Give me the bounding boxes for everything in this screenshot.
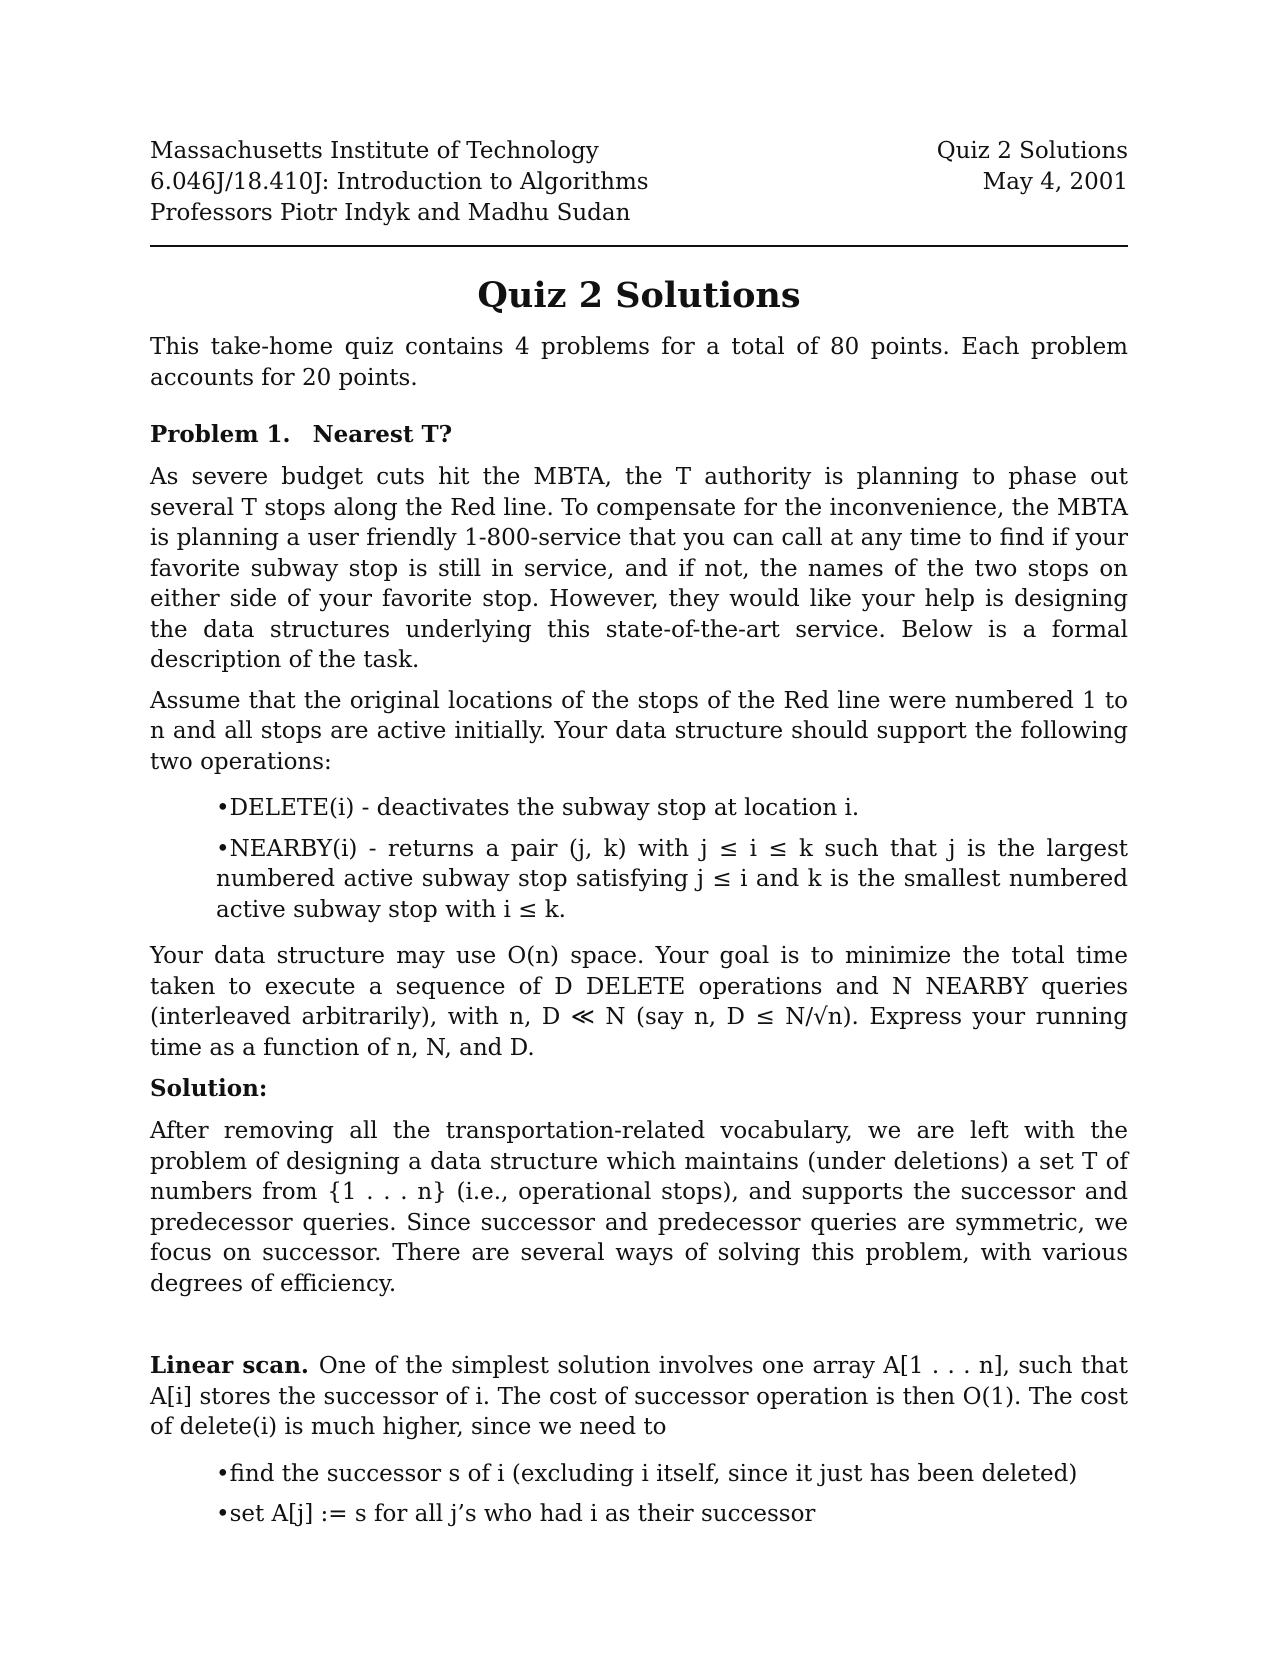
institution: Massachusetts Institute of Technology (150, 138, 599, 164)
solution-heading: Solution: (150, 1075, 268, 1102)
page (150, 136, 1128, 1546)
page-title: Quiz 2 Solutions (477, 275, 801, 316)
problem-1-paragraph-3: Your data structure may use O(n) space. Your goal is to minimize the total time taken to execute a sequence of D DELETE operations and N NEARBY queries (interleaved arbitrarily), with n, D ≪ N (say n, D ≤ N/√n). Express your running time as a function of n, N, and D. (150, 943, 1128, 1061)
list-item: •set A[j] := s for all j’s who had i as their successor (216, 1501, 816, 1527)
header-right (937, 136, 1128, 229)
problem-1-paragraph-2: Assume that the original locations of the stops of the Red line were numbered 1 to n and all stops are active initially. Your data structure should support the following two operations: (150, 687, 1128, 775)
header-rule (150, 245, 1128, 247)
operations-list (202, 793, 1128, 925)
list-item: •find the successor s of i (excluding i itself, since it just has been deleted) (216, 1460, 1078, 1487)
date: May 4, 2001 (982, 169, 1128, 195)
delete-steps-list (202, 1459, 1128, 1530)
course: 6.046J/18.410J: Introduction to Algorithms (150, 169, 649, 195)
problem-1-label: Problem 1. (150, 421, 291, 448)
problem-1-paragraph-1: As severe budget cuts hit the MBTA, the T authority is planning to phase out several T stops along the Red line. To compensate for the inconvenience, the MBTA is planning a user friendly 1-800-service that you can call at any time to find if your favorite subway stop is still in service, and if not, the names of the two stops on either side of your favorite stop. However, they would like your help is designing the data structures underlying this state-of-the-art service. Below is a formal description of the task. (150, 464, 1128, 673)
linear-scan-text: One of the simplest solution involves one array A[1 . . . n], such that A[i] stores the successor of i. The cost of successor operation is then O(1). The cost of delete(i) is much higher, since we need to (150, 1353, 1128, 1440)
professors: Professors Piotr Indyk and Madhu Sudan (150, 200, 631, 226)
doc-type: Quiz 2 Solutions (936, 138, 1128, 164)
header-left (150, 136, 649, 229)
problem-1-heading (150, 419, 1128, 450)
intro-paragraph: This take-home quiz contains 4 problems for a total of 80 points. Each problem accounts for 20 points. (150, 334, 1128, 391)
problem-1-name: Nearest T? (312, 421, 453, 448)
list-item: •NEARBY(i) - returns a pair (j, k) with j ≤ i ≤ k such that j is the largest numbered active subway stop satisfying j ≤ i and k is the smallest numbered active subway stop with i ≤ k. (216, 835, 1128, 923)
linear-scan-label: Linear scan. (150, 1352, 309, 1379)
list-item: •DELETE(i) - deactivates the subway stop at location i. (216, 795, 860, 821)
header (150, 136, 1128, 229)
linear-scan-paragraph (150, 1351, 1128, 1443)
solution-paragraph-1: After removing all the transportation-related vocabulary, we are left with the problem of designing a data structure which maintains (under deletions) a set T of numbers from {1 . . . n} (i.e., operational stops), and supports the successor and predecessor queries. Since successor and predecessor queries are symmetric, we focus on successor. There are several ways of solving this problem, with various degrees of efficiency. (150, 1118, 1128, 1297)
